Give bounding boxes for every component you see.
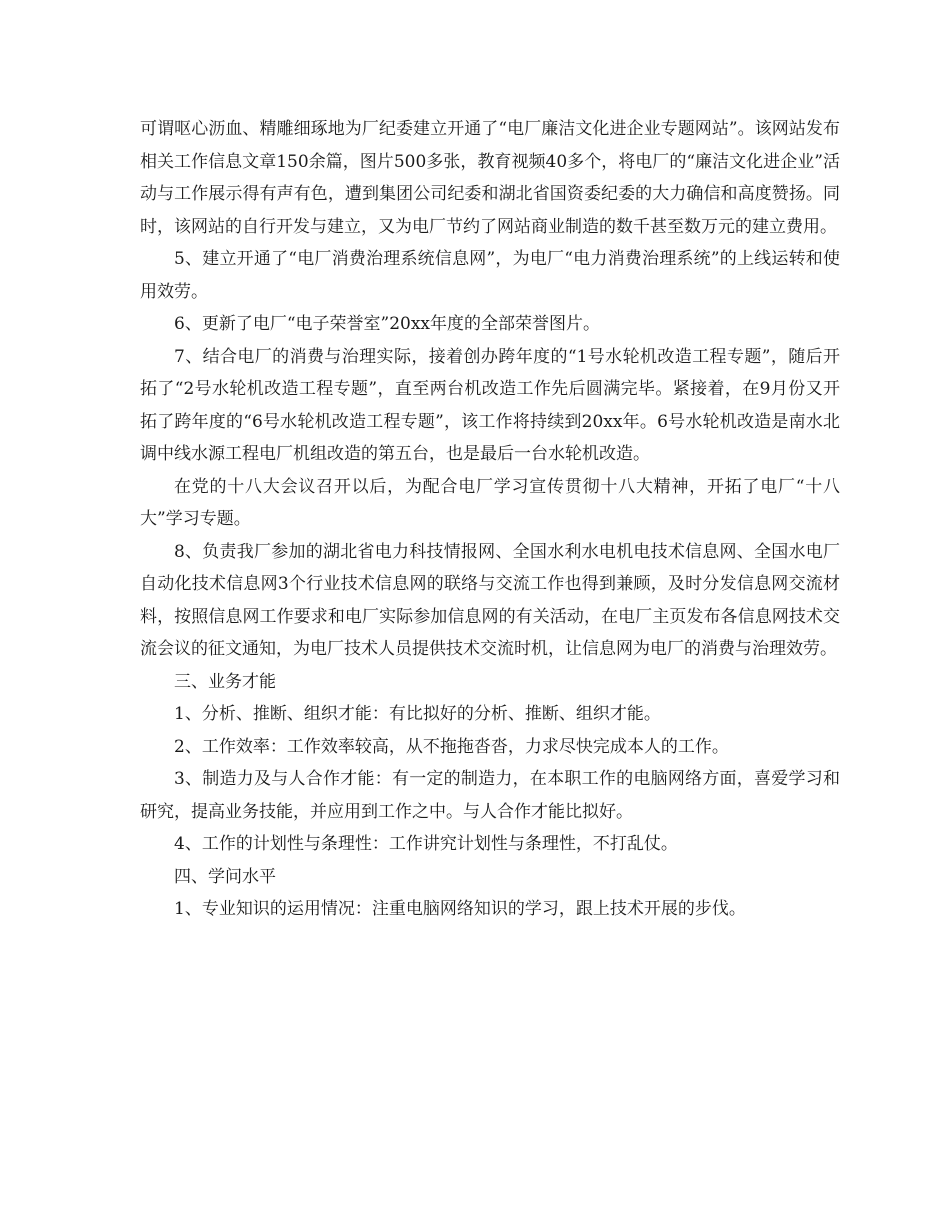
paragraph-eighteenth-congress: 在党的十八大会议召开以后，为配合电厂学习宣传贯彻十八大精神，开拓了电厂“十八大”学习专题。 <box>140 476 840 529</box>
section-heading-business-ability: 三、业务才能 <box>174 671 276 692</box>
paragraph-ability-4: 4、工作的计划性与条理性：工作讲究计划性与条理性，不打乱仗。 <box>174 834 678 854</box>
paragraph-item-8: 8、负责我厂参加的湖北省电力科技情报网、全国水利水电机电技术信息网、全国水电厂自动化技术信息网3个行业技术信息网的联络与交流工作也得到兼顾，及时分发信息网交流材料，按照信息网工作要求和电厂实际参加信息网的有关活动，在电厂主页发布各信息网技术交流会议的征文通知，为电厂技术人员提供技术交流时机，让信息网为电厂的消费与治理效劳。 <box>140 541 840 659</box>
paragraph-item-7: 7、结合电厂的消费与治理实际，接着创办跨年度的“1号水轮机改造工程专题”，随后开拓了“2号水轮机改造工程专题”，直至两台机改造工作先后圆满完毕。紧接着，在9月份又开拓了跨年度的“6号水轮机改造工程专题”，该工作将持续到20xx年。6号水轮机改造是南水北调中线水源工程电厂机组改造的第五台，也是最后一台水轮机改造。 <box>140 346 840 464</box>
paragraph-ability-3: 3、制造力及与人合作才能：有一定的制造力，在本职工作的电脑网络方面，喜爱学习和研究，提高业务技能，并应用到工作之中。与人合作才能比拟好。 <box>140 769 840 822</box>
paragraph-ability-1: 1、分析、推断、组织才能：有比拟好的分析、推断、组织才能。 <box>174 704 661 724</box>
paragraph-ability-2: 2、工作效率：工作效率较高，从不拖拖沓沓，力求尽快完成本人的工作。 <box>174 736 729 757</box>
paragraph-item-5: 5、建立开通了“电厂消费治理系统信息网”，为电厂“电力消费治理系统”的上线运转和使用效劳。 <box>140 249 840 302</box>
paragraph-knowledge-1: 1、专业知识的运用情况：注重电脑网络知识的学习，跟上技术开展的步伐。 <box>174 899 746 919</box>
document-body <box>140 113 840 926</box>
section-heading-knowledge-level: 四、学问水平 <box>174 866 276 887</box>
paragraph-item-6: 6、更新了电厂“电子荣誉室”20xx年度的全部荣誉图片。 <box>174 314 601 334</box>
paragraph-website-summary: 可谓呕心沥血、精雕细琢地为厂纪委建立开通了“电厂廉洁文化进企业专题网站”。该网站发布相关工作信息文章150余篇，图片500多张，教育视频40多个，将电厂的“廉洁文化进企业”活动与工作展示得有声有色，遭到集团公司纪委和湖北省国资委纪委的大力确信和高度赞扬。同时，该网站的自行开发与建立，又为电厂节约了网站商业制造的数千甚至数万元的建立费用。 <box>140 119 840 237</box>
